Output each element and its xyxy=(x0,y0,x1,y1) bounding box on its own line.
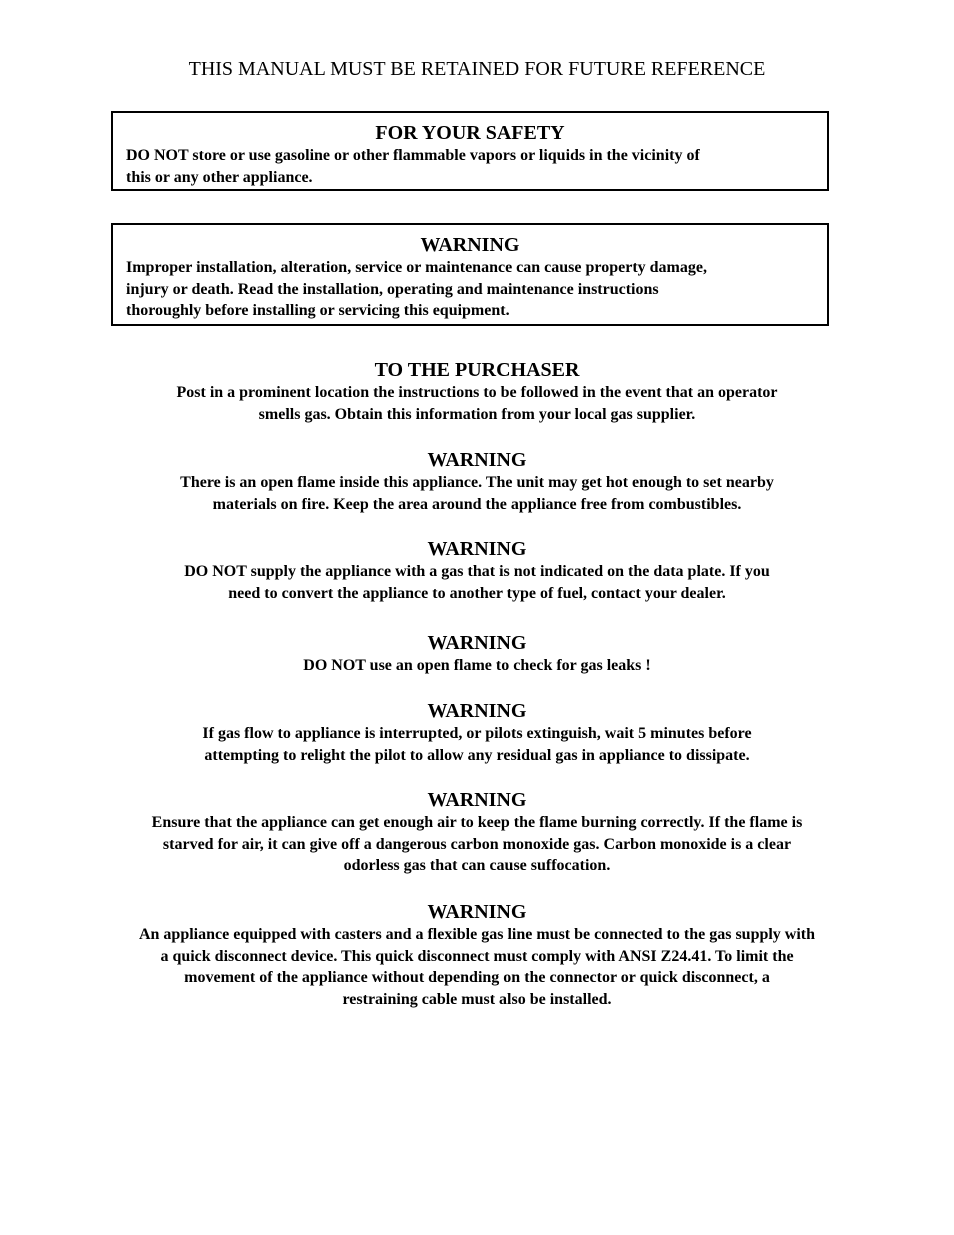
warning-box-line: injury or death. Read the installation, operating and maintenance instructions xyxy=(126,280,659,298)
section-title: WARNING xyxy=(427,632,527,654)
safety-box-line: DO NOT store or use gasoline or other flammable vapors or liquids in the vicinity of xyxy=(126,147,700,164)
section-line: starved for air, it can give off a dangerous carbon monoxide gas. Carbon monoxide is a clear xyxy=(162,835,792,853)
section-title: WARNING xyxy=(427,901,527,923)
section-text xyxy=(0,382,954,425)
safety-box-title: FOR YOUR SAFETY xyxy=(375,122,565,144)
warning-section-gas-interrupted xyxy=(0,699,954,766)
section-line: An appliance equipped with casters and a flexible gas line must be connected to the gas supply with xyxy=(138,926,816,943)
section-line: odorless gas that can cause suffocation. xyxy=(343,857,611,874)
section-line: need to convert the appliance to another type of fuel, contact your dealer. xyxy=(228,584,726,602)
purchaser-section xyxy=(0,358,954,425)
section-line: Post in a prominent location the instructions to be followed in the event that an operator xyxy=(176,384,778,401)
page-header: THIS MANUAL MUST BE RETAINED FOR FUTURE REFERENCE xyxy=(188,58,766,80)
warning-section-carbon-monoxide xyxy=(0,788,954,877)
section-line: DO NOT supply the appliance with a gas that is not indicated on the data plate. If you xyxy=(184,563,770,580)
warning-box-line: Improper installation, alteration, service or maintenance can cause property damage, xyxy=(126,259,707,276)
section-line: Ensure that the appliance can get enough air to keep the flame burning correctly. If the flame is xyxy=(151,814,803,831)
section-title: WARNING xyxy=(427,700,527,722)
section-line: a quick disconnect device. This quick disconnect must comply with ANSI Z24.41. To limit the xyxy=(160,947,794,965)
section-line: restraining cable must also be installed. xyxy=(342,990,612,1008)
section-title: TO THE PURCHASER xyxy=(374,359,580,381)
warning-section-gas-leaks xyxy=(0,631,954,677)
section-text xyxy=(0,723,954,766)
section-title: WARNING xyxy=(427,789,527,811)
warning-section-open-flame xyxy=(0,448,954,515)
section-text xyxy=(0,655,954,677)
warning-box-line: thoroughly before installing or servicing this equipment. xyxy=(126,302,510,319)
warning-box-title: WARNING xyxy=(420,234,520,256)
safety-box xyxy=(111,111,829,191)
section-text xyxy=(0,812,954,877)
section-line: There is an open flame inside this appliance. The unit may get hot enough to set nearby xyxy=(180,474,774,491)
section-title: WARNING xyxy=(427,538,527,560)
warning-section-casters xyxy=(0,900,954,1010)
section-line: materials on fire. Keep the area around the appliance free from combustibles. xyxy=(212,495,742,513)
section-line: attempting to relight the pilot to allow any residual gas in appliance to dissipate. xyxy=(204,746,750,764)
safety-box-text xyxy=(113,145,827,188)
section-line: DO NOT use an open flame to check for gas leaks ! xyxy=(303,657,651,674)
warning-box xyxy=(111,223,829,326)
section-line: If gas flow to appliance is interrupted, or pilots extinguish, wait 5 minutes before xyxy=(202,725,752,742)
safety-box-line: this or any other appliance. xyxy=(126,168,313,186)
warning-box-text xyxy=(113,257,827,322)
section-line: smells gas. Obtain this information from your local gas supplier. xyxy=(258,405,696,423)
section-line: movement of the appliance without depending on the connector or quick disconnect, a xyxy=(184,969,770,986)
section-text xyxy=(0,561,954,604)
warning-section-gas-type xyxy=(0,537,954,604)
section-text xyxy=(0,924,954,1010)
section-title: WARNING xyxy=(427,449,527,471)
section-text xyxy=(0,472,954,515)
